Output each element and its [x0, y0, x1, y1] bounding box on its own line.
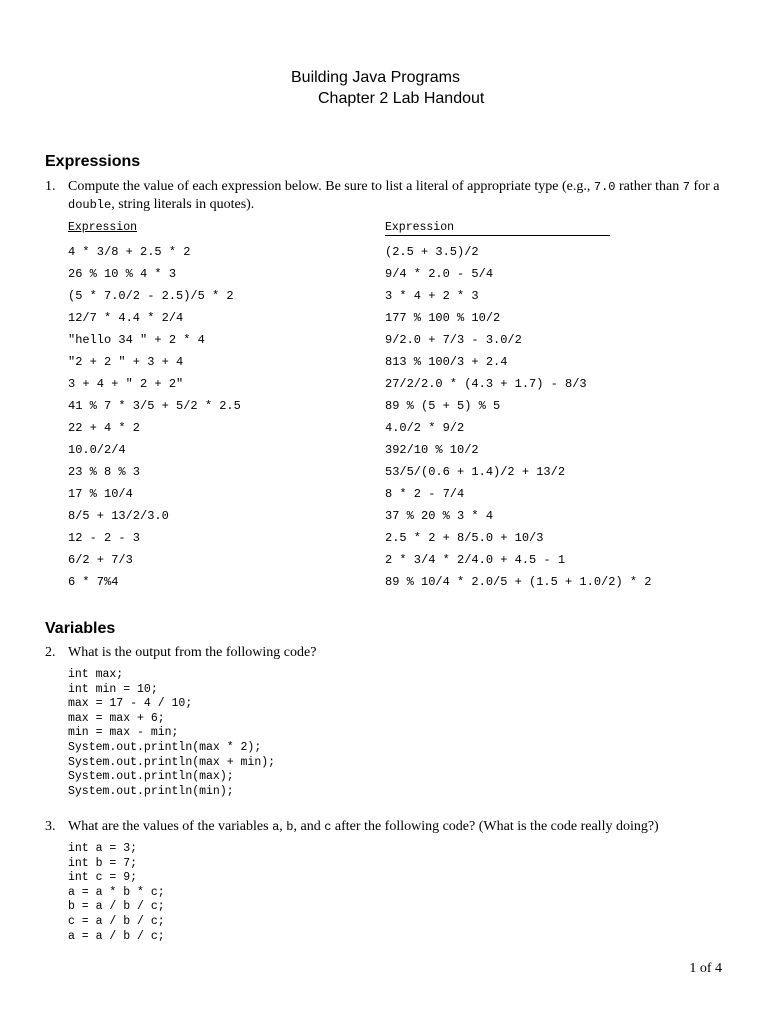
expression-item: 4 * 3/8 + 2.5 * 2 — [68, 245, 191, 259]
code-line: System.out.println(min); — [68, 784, 234, 798]
expression-item: 89 % (5 + 5) % 5 — [385, 399, 501, 413]
question-number-2: 2. — [45, 645, 56, 660]
code-line: System.out.println(max); — [68, 770, 234, 784]
code-line: int b = 7; — [68, 856, 138, 870]
expression-item: 2 * 3/4 * 2/4.0 + 4.5 - 1 — [385, 553, 566, 567]
question-1-text-part: Compute the value of each expression below. Be sure to list a literal of appropriate type (e.g., — [68, 179, 594, 194]
expression-item: 37 % 20 % 3 * 4 — [385, 509, 494, 523]
code-line: c = a / b / c; — [68, 914, 165, 928]
question-1-text-part: for a — [689, 179, 720, 194]
question-number-3: 3. — [45, 819, 56, 834]
expression-item: (5 * 7.0/2 - 2.5)/5 * 2 — [68, 289, 234, 303]
question-3-text-part: after the following code? (What is the code really doing?) — [331, 819, 659, 834]
question-1-text-part: , string literals in quotes). — [111, 197, 255, 212]
code-line: min = max - min; — [68, 726, 179, 740]
expression-item: "2 + 2 " + 3 + 4 — [68, 355, 184, 369]
expression-item: 8/5 + 13/2/3.0 — [68, 509, 169, 523]
expression-item: 12/7 * 4.4 * 2/4 — [68, 311, 184, 325]
code-line: max = 17 - 4 / 10; — [68, 697, 193, 711]
expression-item: 23 % 8 % 3 — [68, 465, 141, 479]
code-block-q2 — [68, 668, 275, 799]
expression-item: 813 % 100/3 + 2.4 — [385, 355, 508, 369]
expression-item: 6/2 + 7/3 — [68, 553, 133, 567]
code-var-b: b — [286, 820, 294, 834]
expression-list-right — [385, 241, 651, 593]
question-1-text-part: rather than — [615, 179, 683, 194]
expression-item: (2.5 + 3.5)/2 — [385, 245, 479, 259]
code-line: int max; — [68, 668, 124, 681]
expression-item: 2.5 * 2 + 8/5.0 + 10/3 — [385, 531, 544, 545]
expression-item: 27/2/2.0 * (4.3 + 1.7) - 8/3 — [385, 377, 587, 391]
expression-column-header-right: Expression — [385, 221, 610, 236]
expression-item: 17 % 10/4 — [68, 487, 133, 501]
code-block-q3 — [68, 842, 165, 944]
code-line: a = a * b * c; — [68, 885, 165, 899]
question-3-text-part: What are the values of the variables — [68, 819, 273, 834]
expression-item: "hello 34 " + 2 * 4 — [68, 333, 205, 347]
expression-item: 22 + 4 * 2 — [68, 421, 141, 435]
code-line: int a = 3; — [68, 842, 138, 855]
code-line: b = a / b / c; — [68, 900, 165, 914]
code-var-a: a — [272, 820, 280, 834]
expression-item: 9/4 * 2.0 - 5/4 — [385, 267, 494, 281]
code-literal-7-0: 7.0 — [593, 180, 616, 194]
document-title-line1: Building Java Programs — [291, 69, 460, 86]
question-text-3 — [68, 818, 748, 836]
question-number-1: 1. — [45, 179, 56, 194]
section-heading-expressions: Expressions — [45, 153, 141, 170]
expression-item: 6 * 7%4 — [68, 575, 119, 589]
code-line: a = a / b / c; — [68, 929, 165, 943]
code-line: System.out.println(max + min); — [68, 755, 276, 769]
code-line: int min = 10; — [68, 682, 158, 696]
expression-item: 9/2.0 + 7/3 - 3.0/2 — [385, 333, 522, 347]
expression-item: 3 + 4 + " 2 + 2" — [68, 377, 184, 391]
document-title-line2: Chapter 2 Lab Handout — [318, 90, 485, 107]
expression-item: 53/5/(0.6 + 1.4)/2 + 13/2 — [385, 465, 566, 479]
expression-item: 8 * 2 - 7/4 — [385, 487, 465, 501]
expression-list-left — [68, 241, 241, 593]
code-literal-7: 7 — [682, 180, 690, 194]
code-literal-double: double — [68, 198, 112, 212]
expression-item: 26 % 10 % 4 * 3 — [68, 267, 177, 281]
code-line: System.out.println(max * 2); — [68, 740, 262, 754]
question-text-2: What is the output from the following code? — [68, 645, 317, 660]
expression-item: 3 * 4 + 2 * 3 — [385, 289, 479, 303]
expression-item: 4.0/2 * 9/2 — [385, 421, 465, 435]
question-3-text-part: , and — [293, 819, 325, 834]
page-number: 1 of 4 — [689, 961, 722, 976]
code-var-c: c — [324, 820, 332, 834]
code-line: max = max + 6; — [68, 711, 165, 725]
expression-item: 10.0/2/4 — [68, 443, 126, 457]
expression-item: 89 % 10/4 * 2.0/5 + (1.5 + 1.0/2) * 2 — [385, 575, 652, 589]
expression-item: 392/10 % 10/2 — [385, 443, 479, 457]
expression-item: 12 - 2 - 3 — [68, 531, 141, 545]
code-line: int c = 9; — [68, 871, 138, 885]
expression-item: 177 % 100 % 10/2 — [385, 311, 501, 325]
question-text-1 — [68, 178, 748, 214]
expression-column-header-left: Expression — [68, 221, 138, 234]
section-heading-variables: Variables — [45, 620, 116, 637]
question-3-text-part: , — [279, 819, 287, 834]
expression-item: 41 % 7 * 3/5 + 5/2 * 2.5 — [68, 399, 241, 413]
